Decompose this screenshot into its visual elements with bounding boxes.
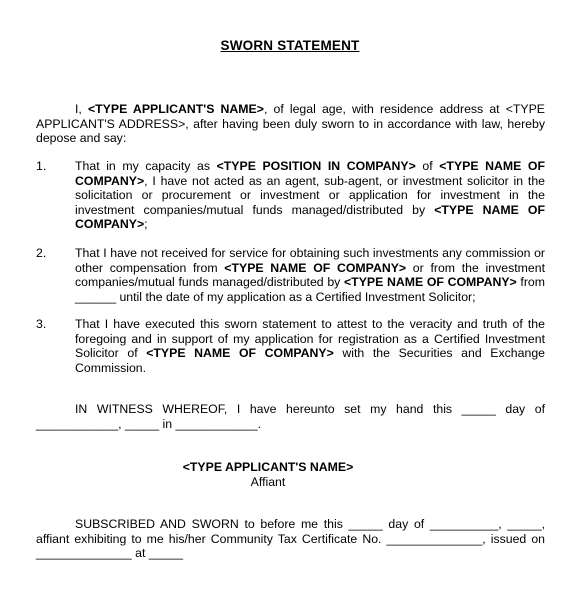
item-text — [75, 159, 545, 232]
item-2-text-3: from — [516, 275, 546, 290]
statement-item-1 — [36, 159, 545, 232]
statement-item-2 — [36, 246, 545, 304]
item-text — [75, 246, 545, 304]
item-number: 1. — [36, 159, 47, 173]
item-number: 3. — [36, 317, 47, 331]
item-2-text-2: or from the investment companies/mutual funds managed/distributed by — [75, 260, 546, 290]
date-blank: ______ — [75, 289, 117, 304]
jurat-paragraph: SUBSCRIBED AND SWORN to before me this _____ day of __________, _____, affiant exhibiting to me his/her Community Tax Certificate No. ______________, issued on ______________ at _____ — [36, 517, 545, 561]
item-2-text-4: until the date of my application as a Certified Investment Solicitor; — [116, 289, 476, 304]
position-placeholder: <TYPE POSITION IN COMPANY> — [216, 159, 416, 173]
intro-text-2: , of legal age, with residence address at <TYPE APPLICANT'S ADDRESS>, after having been duly sworn to in accordance with law, hereby depose and say: — [36, 102, 546, 146]
item-1-text-2: of — [415, 159, 440, 173]
applicant-name-placeholder: <TYPE APPLICANT'S NAME> — [87, 102, 264, 116]
item-3-text-2: with the Securities and Exchange Commission. — [75, 346, 545, 375]
item-text — [75, 317, 545, 375]
witness-paragraph: IN WITNESS WHEREOF, I have hereunto set my hand this _____ day of ____________, _____ in ____________. — [36, 402, 545, 431]
item-1-text-3: , I have not acted as an agent, sub-agent, or investment solicitor in the solicitation or procurement or investment or application for investment in the investment companies/mutual funds managed/distributed by — [75, 173, 545, 217]
intro-text-1: I, — [75, 102, 88, 116]
signature-role: Affiant — [250, 475, 286, 489]
company-name-placeholder: <TYPE NAME OF COMPANY> — [75, 159, 545, 188]
company-name-placeholder: <TYPE NAME OF COMPANY> — [75, 202, 545, 232]
statement-item-3 — [36, 317, 545, 375]
company-name-placeholder: <TYPE NAME OF COMPANY> — [344, 275, 517, 290]
company-name-placeholder: <TYPE NAME OF COMPANY> — [146, 346, 334, 361]
item-number: 2. — [36, 246, 47, 260]
signature-name: <TYPE APPLICANT'S NAME> — [182, 460, 354, 474]
item-3-text-1: That I have executed this sworn statement to attest to the veracity and truth of the foregoing and in support of my application for registration as a Certified Investment Solicitor of — [75, 317, 545, 361]
item-1-text-4: ; — [144, 217, 148, 232]
company-name-placeholder: <TYPE NAME OF COMPANY> — [224, 260, 407, 275]
item-1-text-1: That in my capacity as — [75, 159, 217, 173]
intro-paragraph — [36, 102, 545, 146]
document-title: SWORN STATEMENT — [220, 38, 360, 53]
item-2-text-1: That I have not received for service for obtaining such investments any commission or other compensation from — [75, 246, 545, 275]
